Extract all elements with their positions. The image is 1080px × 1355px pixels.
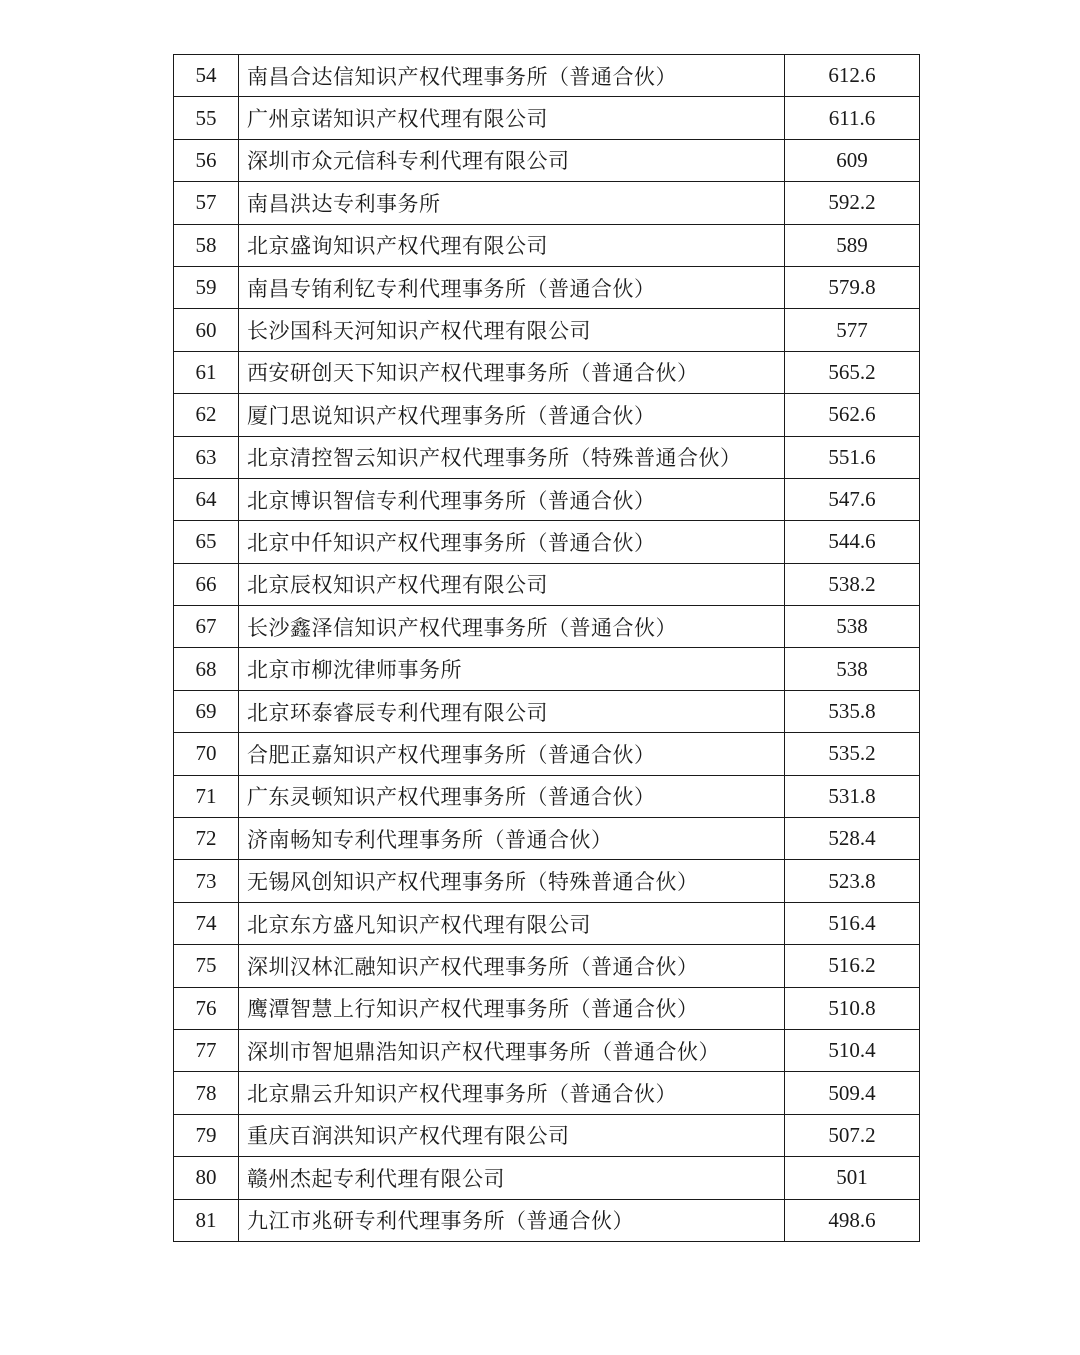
rank-cell: 54	[174, 55, 239, 97]
score-cell: 510.8	[785, 987, 920, 1029]
agency-name-cell: 深圳市众元信科专利代理有限公司	[239, 139, 785, 181]
score-cell: 531.8	[785, 775, 920, 817]
agency-name-cell: 长沙国科天河知识产权代理有限公司	[239, 309, 785, 351]
rank-cell: 67	[174, 606, 239, 648]
agency-name-cell: 深圳汉林汇融知识产权代理事务所（普通合伙）	[239, 945, 785, 987]
rank-cell: 58	[174, 224, 239, 266]
rank-cell: 70	[174, 733, 239, 775]
score-cell: 509.4	[785, 1072, 920, 1114]
table-row	[174, 139, 920, 181]
ranking-table	[173, 54, 920, 1242]
rank-cell: 61	[174, 351, 239, 393]
table-row	[174, 733, 920, 775]
score-cell: 516.2	[785, 945, 920, 987]
agency-name-cell: 济南畅知专利代理事务所（普通合伙）	[239, 818, 785, 860]
score-cell: 538.2	[785, 563, 920, 605]
table-row	[174, 309, 920, 351]
rank-cell: 56	[174, 139, 239, 181]
agency-name-cell: 厦门思说知识产权代理事务所（普通合伙）	[239, 394, 785, 436]
table-row	[174, 1157, 920, 1199]
agency-name-cell: 南昌洪达专利事务所	[239, 182, 785, 224]
rank-cell: 74	[174, 902, 239, 944]
agency-name-cell: 鹰潭智慧上行知识产权代理事务所（普通合伙）	[239, 987, 785, 1029]
score-cell: 528.4	[785, 818, 920, 860]
agency-name-cell: 北京中仟知识产权代理事务所（普通合伙）	[239, 521, 785, 563]
agency-name-cell: 北京博识智信专利代理事务所（普通合伙）	[239, 478, 785, 520]
table-row	[174, 266, 920, 308]
table-row	[174, 97, 920, 139]
score-cell: 507.2	[785, 1114, 920, 1156]
agency-name-cell: 北京盛询知识产权代理有限公司	[239, 224, 785, 266]
table-row	[174, 1072, 920, 1114]
score-cell: 538	[785, 648, 920, 690]
rank-cell: 69	[174, 690, 239, 732]
rank-cell: 68	[174, 648, 239, 690]
agency-name-cell: 南昌专铕利钇专利代理事务所（普通合伙）	[239, 266, 785, 308]
score-cell: 547.6	[785, 478, 920, 520]
table-row	[174, 478, 920, 520]
score-cell: 516.4	[785, 902, 920, 944]
table-row	[174, 436, 920, 478]
table-row	[174, 818, 920, 860]
score-cell: 589	[785, 224, 920, 266]
ranking-table-body	[174, 55, 920, 1242]
agency-name-cell: 南昌合达信知识产权代理事务所（普通合伙）	[239, 55, 785, 97]
rank-cell: 59	[174, 266, 239, 308]
agency-name-cell: 北京辰权知识产权代理有限公司	[239, 563, 785, 605]
table-row	[174, 775, 920, 817]
agency-name-cell: 广东灵顿知识产权代理事务所（普通合伙）	[239, 775, 785, 817]
table-row	[174, 1029, 920, 1071]
score-cell: 562.6	[785, 394, 920, 436]
agency-name-cell: 北京环泰睿辰专利代理有限公司	[239, 690, 785, 732]
score-cell: 498.6	[785, 1199, 920, 1241]
table-row	[174, 690, 920, 732]
table-row	[174, 606, 920, 648]
score-cell: 577	[785, 309, 920, 351]
score-cell: 535.8	[785, 690, 920, 732]
rank-cell: 64	[174, 478, 239, 520]
table-row	[174, 182, 920, 224]
agency-name-cell: 赣州杰起专利代理有限公司	[239, 1157, 785, 1199]
agency-name-cell: 九江市兆研专利代理事务所（普通合伙）	[239, 1199, 785, 1241]
table-row	[174, 563, 920, 605]
rank-cell: 65	[174, 521, 239, 563]
rank-cell: 71	[174, 775, 239, 817]
rank-cell: 60	[174, 309, 239, 351]
table-row	[174, 1114, 920, 1156]
rank-cell: 79	[174, 1114, 239, 1156]
agency-name-cell: 北京鼎云升知识产权代理事务所（普通合伙）	[239, 1072, 785, 1114]
table-row	[174, 394, 920, 436]
score-cell: 592.2	[785, 182, 920, 224]
table-row	[174, 945, 920, 987]
score-cell: 538	[785, 606, 920, 648]
score-cell: 611.6	[785, 97, 920, 139]
agency-name-cell: 北京东方盛凡知识产权代理有限公司	[239, 902, 785, 944]
rank-cell: 57	[174, 182, 239, 224]
agency-name-cell: 无锡风创知识产权代理事务所（特殊普通合伙）	[239, 860, 785, 902]
rank-cell: 73	[174, 860, 239, 902]
score-cell: 544.6	[785, 521, 920, 563]
table-row	[174, 521, 920, 563]
rank-cell: 80	[174, 1157, 239, 1199]
score-cell: 565.2	[785, 351, 920, 393]
score-cell: 510.4	[785, 1029, 920, 1071]
agency-name-cell: 广州京诺知识产权代理有限公司	[239, 97, 785, 139]
score-cell: 523.8	[785, 860, 920, 902]
table-row	[174, 902, 920, 944]
rank-cell: 62	[174, 394, 239, 436]
agency-name-cell: 长沙鑫泽信知识产权代理事务所（普通合伙）	[239, 606, 785, 648]
rank-cell: 77	[174, 1029, 239, 1071]
score-cell: 535.2	[785, 733, 920, 775]
rank-cell: 81	[174, 1199, 239, 1241]
rank-cell: 75	[174, 945, 239, 987]
score-cell: 609	[785, 139, 920, 181]
rank-cell: 72	[174, 818, 239, 860]
agency-name-cell: 西安研创天下知识产权代理事务所（普通合伙）	[239, 351, 785, 393]
agency-name-cell: 北京市柳沈律师事务所	[239, 648, 785, 690]
table-row	[174, 55, 920, 97]
rank-cell: 63	[174, 436, 239, 478]
table-row	[174, 987, 920, 1029]
table-row	[174, 648, 920, 690]
score-cell: 551.6	[785, 436, 920, 478]
rank-cell: 66	[174, 563, 239, 605]
agency-name-cell: 重庆百润洪知识产权代理有限公司	[239, 1114, 785, 1156]
table-row	[174, 860, 920, 902]
score-cell: 612.6	[785, 55, 920, 97]
rank-cell: 55	[174, 97, 239, 139]
table-row	[174, 224, 920, 266]
rank-cell: 76	[174, 987, 239, 1029]
score-cell: 579.8	[785, 266, 920, 308]
table-row	[174, 1199, 920, 1241]
agency-name-cell: 合肥正嘉知识产权代理事务所（普通合伙）	[239, 733, 785, 775]
table-row	[174, 351, 920, 393]
agency-name-cell: 北京清控智云知识产权代理事务所（特殊普通合伙）	[239, 436, 785, 478]
rank-cell: 78	[174, 1072, 239, 1114]
agency-name-cell: 深圳市智旭鼎浩知识产权代理事务所（普通合伙）	[239, 1029, 785, 1071]
score-cell: 501	[785, 1157, 920, 1199]
